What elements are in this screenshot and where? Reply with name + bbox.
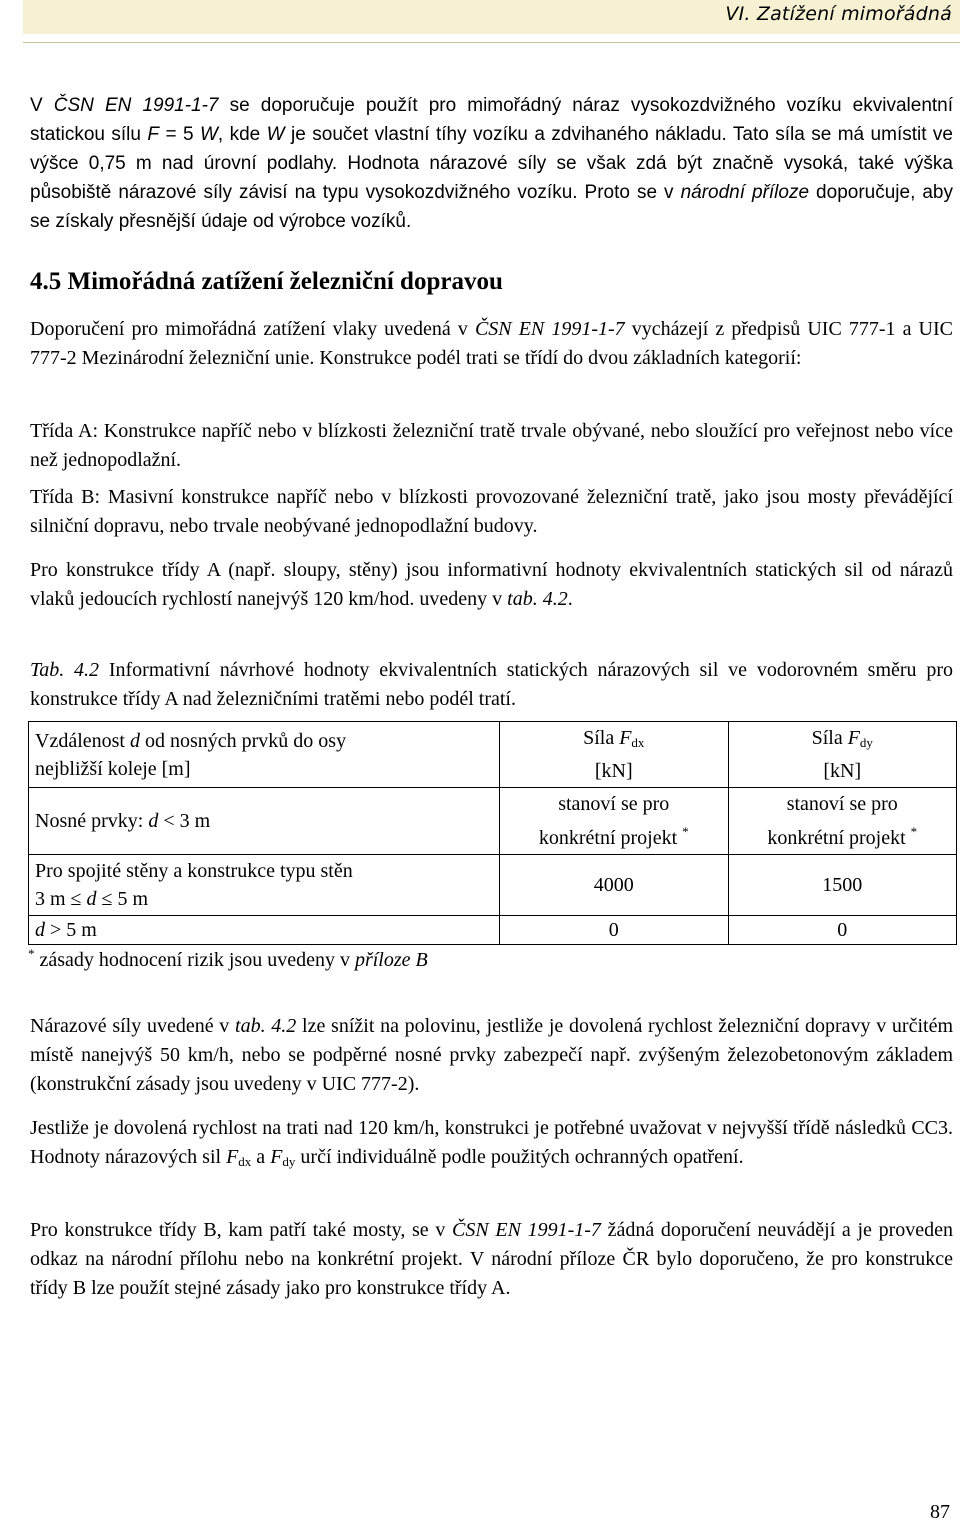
header-force-y <box>728 722 957 788</box>
unit: [kN] <box>823 760 862 782</box>
subscript: dy <box>859 735 873 750</box>
table-ref: tab. 4.2 <box>235 1015 297 1037</box>
table-caption <box>30 656 953 714</box>
paragraph-class-a-values <box>30 556 953 614</box>
paragraph-forklift <box>30 91 953 236</box>
text: a <box>251 1146 271 1168</box>
footnote-mark: * <box>682 824 689 839</box>
chapter-title: VI. Zatížení mimořádná <box>725 3 952 25</box>
paragraph-high-speed <box>30 1114 953 1176</box>
text: stanoví se pro <box>786 793 898 815</box>
text: Pro konstrukce třídy B, kam patří také mosty, se v <box>30 1219 452 1241</box>
cell-fdy-row1 <box>728 788 957 855</box>
text: = 5 <box>159 124 200 145</box>
footnote-mark: * <box>28 946 35 961</box>
unit: [kN] <box>594 760 633 782</box>
text: vycházejí z předpisů UIC 777-1 a UIC 777-2 Mezinárodní železniční unie. Konstrukce podél trati se třídí do dvou základních kategorií: <box>30 318 953 369</box>
paragraph-class-b: Třída B: Masivní konstrukce napříč nebo v blízkosti provozované železniční tratě, jako jsou mosty převádějící silniční dopravu, nebo trvale neobývané jednopodlažní budovy. <box>30 486 953 537</box>
text: Nárazové síly uvedené v <box>30 1015 236 1037</box>
text: Vzdálenost <box>35 729 130 752</box>
text: Doporučení pro mimořádná zatížení vlaky uvedená v <box>30 318 475 340</box>
text: stanoví se pro <box>558 793 670 815</box>
symbol-F: F <box>619 727 632 749</box>
symbol-d: d <box>35 919 45 941</box>
text: určí individuálně podle použitých ochranných opatření. <box>295 1146 744 1168</box>
symbol-F: F <box>847 727 860 749</box>
text: se doporučuje použít pro mimořádný náraz vysokozdvižného vozíku ekvivalentní statickou sílu <box>30 95 954 145</box>
paragraph-class-b-structures <box>30 1216 953 1303</box>
text: ≤ 5 m <box>96 888 149 910</box>
text: zásady hodnocení rizik jsou uvedeny v <box>34 949 355 971</box>
paragraph-class-a: Třída A: Konstrukce napříč nebo v blízkosti železniční tratě trvale obývané, nebo sloužící pro veřejnost nebo více než jednopodlažní. <box>30 420 953 471</box>
text: nejbližší koleje [m] <box>35 757 191 780</box>
symbol-F: F <box>270 1146 283 1168</box>
subscript: dx <box>238 1154 252 1169</box>
text: V <box>30 95 54 116</box>
page-number: 87 <box>930 1501 950 1523</box>
section-heading: 4.5 Mimořádná zatížení železniční dopravou <box>30 268 503 295</box>
cell-continuous-walls <box>29 855 500 916</box>
standard-ref: ČSN EN 1991-1-7 <box>53 95 219 116</box>
symbol-d: d <box>148 810 159 832</box>
symbol-d: d <box>129 729 140 752</box>
header-divider <box>23 42 960 43</box>
cell-fdx-row2: 4000 <box>500 855 729 916</box>
text: Jestliže je dovolená rychlost na trati nad 120 km/h, konstrukci je potřebné uvažovat v nejvyšší třídě následků CC3. Hodnoty nárazových sil <box>30 1117 953 1168</box>
standard-ref: ČSN EN 1991-1-7 <box>474 318 625 340</box>
text: Síla <box>583 727 620 749</box>
subscript: dy <box>282 1154 296 1169</box>
symbol-d: d <box>86 888 97 910</box>
text: , kde <box>217 124 267 145</box>
symbol-F: F <box>226 1146 239 1168</box>
running-header <box>23 0 960 34</box>
cell-fdy-row3: 0 <box>728 916 957 945</box>
paragraph-railway-intro <box>30 315 953 373</box>
text: Síla <box>811 727 848 749</box>
table-label: Tab. 4.2 <box>30 659 100 681</box>
table-row <box>29 855 957 916</box>
table-header-row <box>29 722 957 788</box>
symbol-W: W <box>266 124 285 145</box>
footnote-mark: * <box>910 824 918 839</box>
text: konkrétní projekt <box>538 827 678 849</box>
table-row <box>29 788 957 855</box>
table-ref: tab. 4.2 <box>507 588 568 610</box>
header-distance <box>29 722 500 788</box>
text: od nosných prvků do osy <box>139 729 347 752</box>
header-force-x <box>500 722 729 788</box>
cell-support-members <box>29 788 500 855</box>
standard-ref: ČSN EN 1991-1-7 <box>452 1219 601 1241</box>
symbol-W: W <box>199 124 218 145</box>
paragraph-force-reduction <box>30 1012 953 1099</box>
text: Pro konstrukce třídy A (např. sloupy, stěny) jsou informativní hodnoty ekvivalentních statických sil od nárazů vlaků jedoucích rychlostí nanejvýš 120 km/hod. uvedeny v <box>30 559 953 610</box>
table-footnote <box>28 939 428 975</box>
text: Nosné prvky: <box>35 810 149 832</box>
text: konkrétní projekt <box>767 827 906 849</box>
text: > 5 m <box>45 919 97 941</box>
text: 3 m ≤ <box>35 888 87 910</box>
subscript: dx <box>631 735 645 750</box>
symbol-F: F <box>147 124 160 145</box>
impact-forces-table <box>28 721 957 945</box>
cell-fdx-row1 <box>500 788 729 855</box>
text: . <box>567 588 573 610</box>
annex-ref: příloze B <box>354 949 428 971</box>
caption-text: Informativní návrhové hodnoty ekvivalentních statických nárazových sil ve vodorovném směru pro konstrukce třídy A nad železničními tratěmi nebo podél tratí. <box>30 659 953 710</box>
annex-ref: národní příloze <box>680 182 810 203</box>
cell-fdy-row2: 1500 <box>728 855 957 916</box>
text: Pro spojité stěny a konstrukce typu stěn <box>35 860 353 882</box>
text: < 3 m <box>158 810 211 832</box>
text: doporučuje, aby se získaly přesnější údaje od výrobce vozíků. <box>30 182 953 232</box>
text: žádná doporučení neuvádějí a je proveden odkaz na národní přílohu nebo na konkrétní projekt. V národní příloze ČR bylo doporučeno, že pro konstrukce třídy B lze použít stejné zásady jako pro konstrukce třídy A. <box>30 1219 953 1299</box>
cell-fdx-row3: 0 <box>500 916 729 945</box>
text: je součet vlastní tíhy vozíku a zdvihaného nákladu. Tato síla se má umístit ve výšce 0,75 m nad úrovní podlahy. Hodnota nárazové síly se však zdá být značně vysoká, také výška působiště nárazové síly závisí na typu vysokozdvižného vozíku. Proto se v <box>30 124 953 203</box>
text: lze snížit na polovinu, jestliže je dovolená rychlost železniční dopravy v určitém místě nanejvýš 50 km/h, nebo se podpěrné nosné prvky zabezpečí např. zvýšeným železobetonovým základem (konstrukční zásady jsou uvedeny v UIC 777-2). <box>30 1015 954 1095</box>
